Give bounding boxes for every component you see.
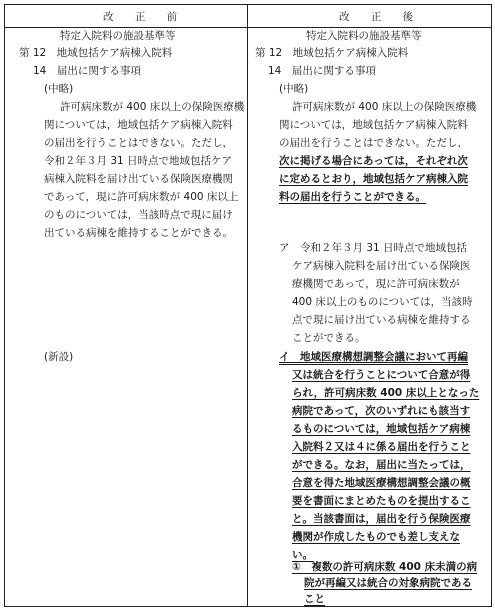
item-i-line: イ 地域医療構想調整会議において再編 xyxy=(279,351,468,363)
left-subsection: 14 届出に関する事項 xyxy=(33,65,141,77)
right-amended-line: 次に掲げる場合にあっては，それぞれ次 xyxy=(279,155,468,167)
item-i-line: 病院であって，次のいずれにも該当す xyxy=(292,405,471,417)
item-i-line: と。当該書面は，届出を行う保険医療 xyxy=(292,513,471,525)
item-i-line: 機関が作成したものでも差し支えな xyxy=(292,531,460,543)
sub-item-line: 院が再編又は統合の対象病院である xyxy=(304,577,472,589)
item-a-line: ケア病棟入院料を届け出ている保険医 xyxy=(292,260,471,272)
right-paragraph-line: の届出を行うことはできない。ただし， xyxy=(279,137,468,149)
left-paragraph-line: 出ている病棟を維持することができる。 xyxy=(44,227,233,239)
left-omitted: (中略) xyxy=(44,83,74,95)
item-i-line: 入院料２又は４に係る届出を行うこと xyxy=(292,441,471,453)
left-paragraph-line: 令和２年３月 31 日時点で地域包括ケア xyxy=(44,155,233,167)
item-a-line: 療機関であって，現に許可病床数が xyxy=(292,278,460,290)
right-subsection: 14 届出に関する事項 xyxy=(268,65,376,77)
header-divider xyxy=(5,27,491,28)
item-i-line: ができる。なお，届出に当たっては， xyxy=(292,459,471,471)
left-new-marker: (新設) xyxy=(44,351,74,363)
right-title: 特定入院料の施設基準等 xyxy=(306,30,422,42)
item-i-line: られ，許可病床数 400 床以上となった xyxy=(292,387,480,399)
left-paragraph-line: のものについては，当該時点で現に届け xyxy=(44,209,233,221)
right-omitted: (中略) xyxy=(279,83,309,95)
left-paragraph-line: 関については，地域包括ケア病棟入院料 xyxy=(44,119,233,131)
right-amended-line: 料の届出を行うことができる。 xyxy=(279,191,426,203)
column-divider xyxy=(247,5,248,606)
right-paragraph-line: 関については，地域包括ケア病棟入院料 xyxy=(279,119,468,131)
item-i-line: い。 xyxy=(292,549,313,561)
sub-item-line: ① 複数の許可病床数 400 床未満の病 xyxy=(292,561,478,573)
item-a-line: ことができる。 xyxy=(292,332,366,344)
item-i-line: 合意を得た地域医療構想調整会議の概 xyxy=(292,477,471,489)
left-section: 第 12 地域包括ケア病棟入院料 xyxy=(19,47,173,59)
item-a-line: 点で現に届け出ている病棟を維持する xyxy=(292,314,471,326)
right-section: 第 12 地域包括ケア病棟入院料 xyxy=(255,47,409,59)
item-i-line: 要を書面にまとめたものを提出するこ xyxy=(292,495,471,507)
left-paragraph-line: 許可病床数が 400 床以上の保険医療機 xyxy=(60,101,245,113)
item-a-line: ア 令和２年３月 31 日時点で地域包括 xyxy=(279,242,468,254)
right-paragraph-line: 許可病床数が 400 床以上の保険医療機 xyxy=(292,101,477,113)
sub-item-line: こと xyxy=(304,593,325,605)
item-i-line: 又は統合を行うことについて合意が得 xyxy=(292,369,471,381)
left-paragraph-line: の届出を行うことはできない。ただし， xyxy=(44,137,233,149)
left-paragraph-line: 病棟入院料を届け出ている保険医療機関 xyxy=(44,173,233,185)
header-before: 改 正 前 xyxy=(103,11,187,23)
item-a-line: 400 床以上のものについては，当該時 xyxy=(292,296,473,308)
left-paragraph-line: であって，現に許可病床数が 400 床以上 xyxy=(44,191,239,203)
item-i-line: るものについては，地域包括ケア病棟 xyxy=(292,423,471,435)
right-amended-line: に定めるとおり，地域包括ケア病棟入院 xyxy=(279,173,468,185)
left-title: 特定入院料の施設基準等 xyxy=(60,30,176,42)
header-after: 改 正 後 xyxy=(339,11,423,23)
